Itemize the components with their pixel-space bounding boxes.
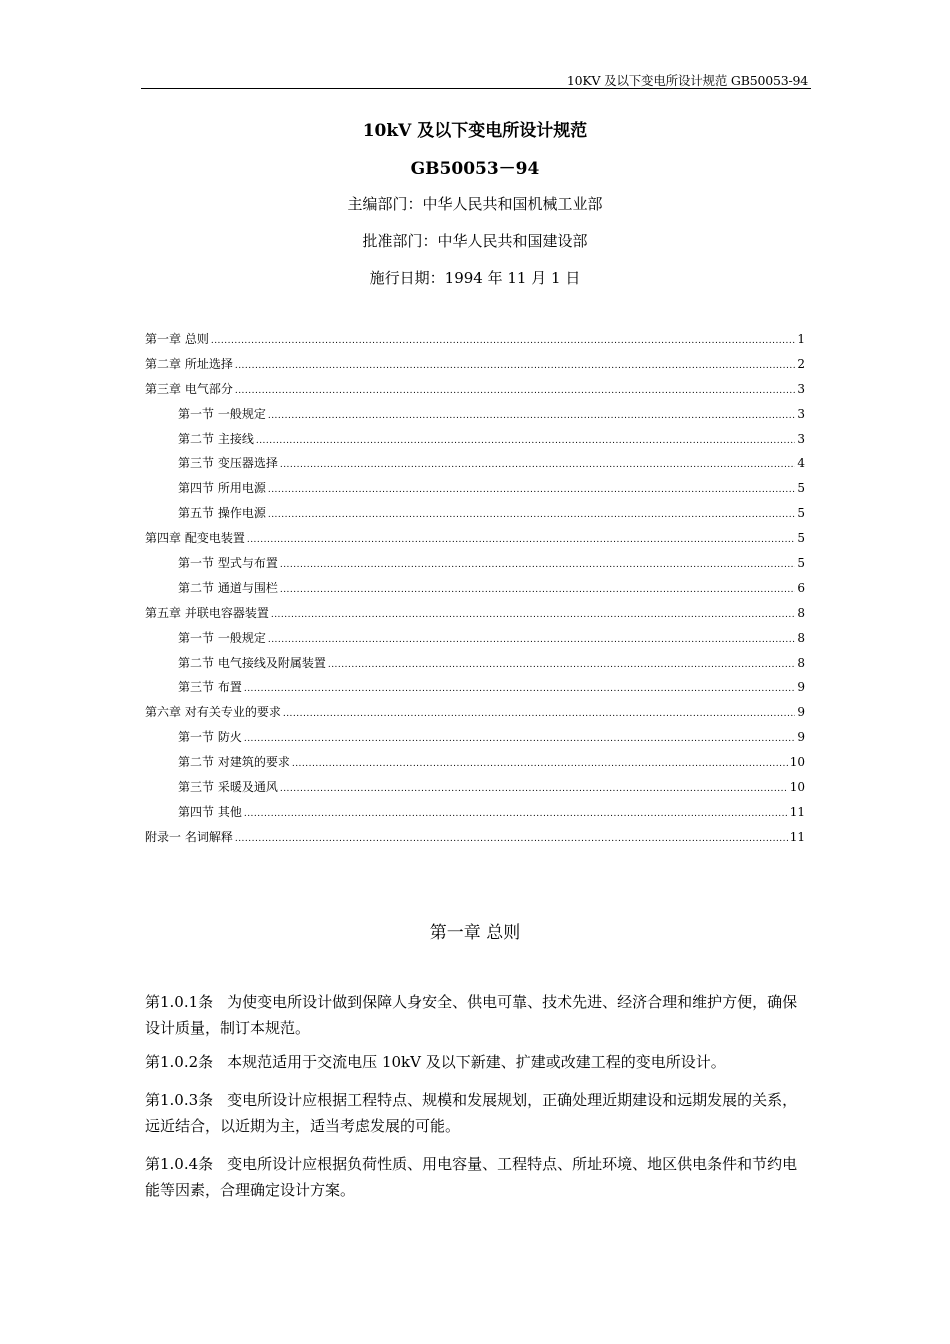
table-of-contents [145, 330, 805, 853]
effective-date: 施行日期：1994 年 11 月 1 日 [369, 269, 581, 287]
article-paragraph [145, 1087, 805, 1139]
toc-leader-dots [268, 631, 796, 645]
toc-entry-label: 第二节 对建筑的要求 [178, 755, 290, 770]
toc-entry-label: 第一节 一般规定 [178, 406, 266, 421]
toc-entry-page: 10 [789, 780, 805, 795]
document-title: 10kV 及以下变电所设计规范 [362, 121, 588, 141]
toc-leader-dots [247, 531, 796, 545]
toc-entry[interactable] [145, 405, 805, 430]
toc-entry[interactable] [145, 654, 805, 679]
toc-leader-dots [244, 805, 788, 819]
approval-department: 批准部门：中华人民共和国建设部 [362, 232, 588, 250]
toc-entry[interactable] [145, 753, 805, 778]
toc-entry[interactable] [145, 728, 805, 753]
toc-entry[interactable] [145, 430, 805, 455]
toc-entry[interactable] [145, 554, 805, 579]
toc-leader-dots [292, 755, 788, 769]
toc-leader-dots [244, 680, 796, 694]
article-text: 变电所设计应根据负荷性质、用电容量、工程特点、所址环境、地区供电条件和节约电能等因素，合理确定设计方案。 [145, 1155, 798, 1199]
toc-entry-page: 8 [797, 655, 805, 670]
toc-leader-dots [235, 382, 796, 396]
toc-entry-page: 5 [797, 531, 805, 546]
toc-leader-dots [256, 432, 796, 446]
toc-leader-dots [235, 830, 788, 844]
chapter-heading: 第一章 总则 [429, 923, 521, 943]
toc-entry-page: 4 [797, 456, 805, 471]
toc-leader-dots [280, 456, 796, 470]
article-text: 本规范适用于交流电压 10kV 及以下新建、扩建或改建工程的变电所设计。 [227, 1053, 726, 1071]
toc-leader-dots [211, 332, 796, 346]
toc-entry-page: 5 [797, 506, 805, 521]
toc-entry-page: 9 [797, 705, 805, 720]
toc-entry-page: 11 [789, 829, 805, 844]
toc-leader-dots [280, 581, 796, 595]
article-paragraph [145, 989, 805, 1041]
article-number: 第1.0.4条 [145, 1155, 214, 1173]
toc-entry[interactable] [145, 529, 805, 554]
toc-entry-label: 第一章 总则 [145, 332, 209, 346]
toc-entry-label: 第四节 其他 [178, 804, 242, 819]
article-number: 第1.0.2条 [145, 1053, 214, 1071]
toc-entry[interactable] [145, 604, 805, 629]
toc-entry-label: 第五章 并联电容器装置 [145, 605, 269, 620]
toc-leader-dots [271, 606, 796, 620]
toc-entry-label: 第五节 操作电源 [178, 506, 266, 521]
toc-entry-page: 11 [789, 804, 805, 819]
chief-editor-department: 主编部门：中华人民共和国机械工业部 [347, 195, 603, 213]
toc-entry-page: 2 [797, 356, 805, 371]
article-paragraph [145, 1049, 805, 1075]
toc-entry-label: 第六章 对有关专业的要求 [145, 705, 281, 720]
toc-entry[interactable] [145, 803, 805, 828]
toc-entry-label: 第四章 配变电装置 [145, 531, 245, 546]
article-number: 第1.0.1条 [145, 993, 214, 1011]
toc-entry[interactable] [145, 479, 805, 504]
toc-entry-label: 第二节 通道与围栏 [178, 580, 278, 595]
toc-entry[interactable] [145, 828, 805, 853]
toc-entry-page: 9 [797, 730, 805, 745]
toc-entry-label: 第三节 变压器选择 [178, 456, 278, 471]
toc-entry[interactable] [145, 380, 805, 405]
article-text: 为使变电所设计做到保障人身安全、供电可靠、技术先进、经济合理和维护方便，确保设计质量，制订本规范。 [145, 993, 798, 1037]
article-number: 第1.0.3条 [145, 1091, 214, 1109]
toc-entry-label: 第四节 所用电源 [178, 481, 266, 496]
toc-entry[interactable] [145, 678, 805, 703]
toc-entry-page: 10 [789, 755, 805, 770]
toc-entry-label: 第二节 电气接线及附属装置 [178, 655, 326, 670]
toc-leader-dots [268, 506, 796, 520]
article-paragraph [145, 1151, 805, 1203]
toc-entry-page: 5 [797, 481, 805, 496]
running-header-text: 10KV 及以下变电所设计规范 GB50053-94 [566, 73, 808, 88]
toc-entry-page: 6 [797, 580, 805, 595]
toc-entry[interactable] [145, 330, 805, 355]
toc-entry[interactable] [145, 703, 805, 728]
toc-leader-dots [328, 656, 796, 670]
toc-entry-label: 第一节 防火 [178, 730, 242, 745]
toc-leader-dots [283, 705, 796, 719]
toc-entry-page: 1 [797, 332, 805, 346]
toc-entry[interactable] [145, 355, 805, 380]
toc-leader-dots [268, 407, 796, 421]
toc-entry-page: 3 [797, 406, 805, 421]
toc-entry-label: 第二章 所址选择 [145, 356, 233, 371]
standard-number: GB50053－94 [410, 159, 540, 179]
toc-entry-page: 3 [797, 381, 805, 396]
header-rule [141, 88, 811, 89]
toc-entry[interactable] [145, 629, 805, 654]
toc-entry-label: 第一节 一般规定 [178, 630, 266, 645]
toc-entry[interactable] [145, 504, 805, 529]
toc-entry[interactable] [145, 454, 805, 479]
toc-entry-label: 第一节 型式与布置 [178, 556, 278, 571]
toc-entry-label: 第三节 采暖及通风 [178, 780, 278, 795]
toc-leader-dots [235, 357, 796, 371]
article-text: 变电所设计应根据工程特点、规模和发展规划，正确处理近期建设和远期发展的关系，远近结合，以近期为主，适当考虑发展的可能。 [145, 1091, 798, 1135]
toc-entry-label: 第三章 电气部分 [145, 381, 233, 396]
toc-entry-label: 第二节 主接线 [178, 431, 254, 446]
toc-entry-label: 附录一 名词解释 [145, 829, 233, 844]
toc-entry-page: 3 [797, 431, 805, 446]
toc-entry[interactable] [145, 579, 805, 604]
toc-entry-page: 9 [797, 680, 805, 695]
toc-leader-dots [244, 730, 796, 744]
toc-entry-label: 第三节 布置 [178, 680, 242, 695]
toc-entry[interactable] [145, 778, 805, 803]
toc-entry-page: 8 [797, 605, 805, 620]
toc-leader-dots [280, 780, 788, 794]
toc-entry-page: 8 [797, 630, 805, 645]
toc-leader-dots [268, 481, 796, 495]
toc-entry-page: 5 [797, 556, 805, 571]
toc-leader-dots [280, 556, 796, 570]
